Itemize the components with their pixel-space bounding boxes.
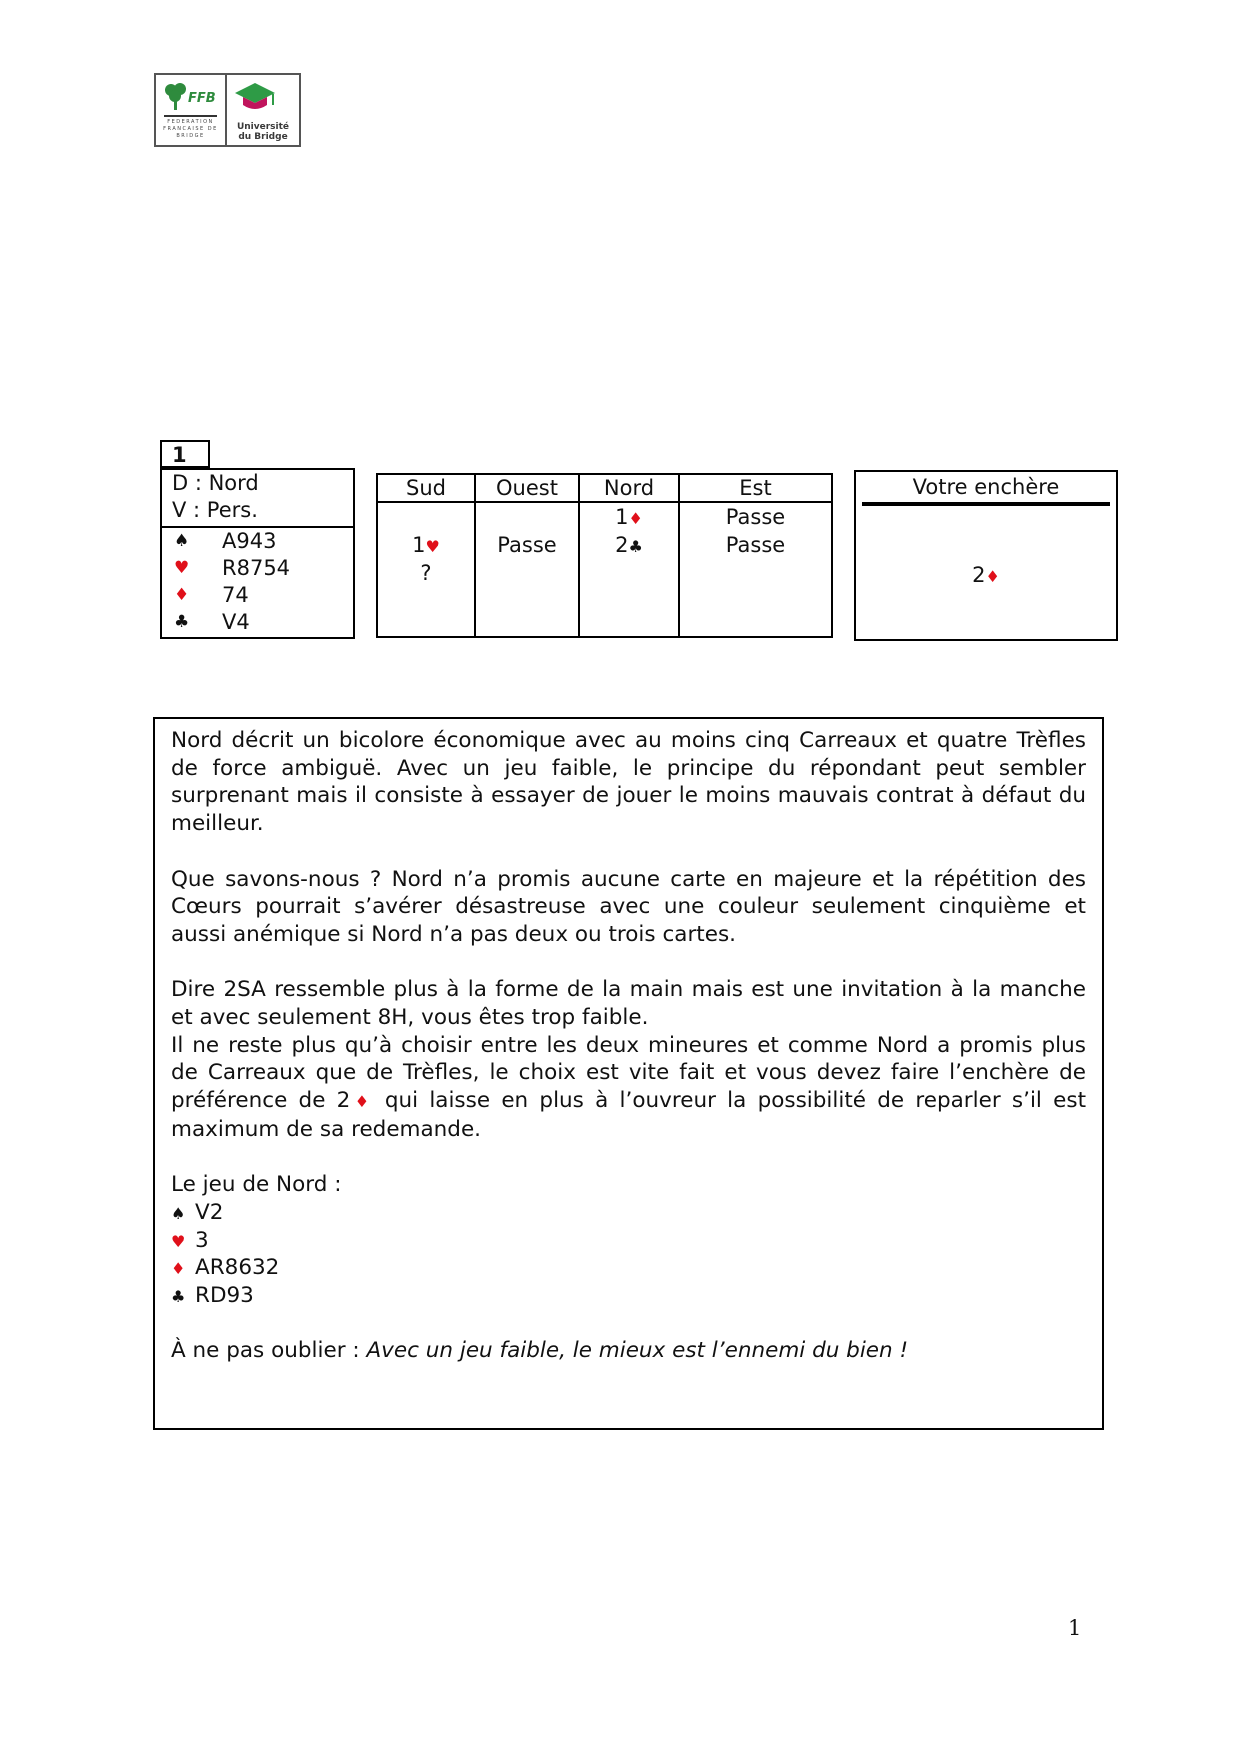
bid-nord [580, 531, 678, 559]
bids-ouest [475, 502, 579, 636]
bid-text: 2 [615, 533, 629, 557]
federation-text: FEDERATION FRANCAISE DE BRIDGE [163, 119, 218, 139]
explanation-para-3: Dire 2SA ressemble plus à la forme de la main mais est une invitation à la manche et avec seulement 8H, vous êtes trop faible. [171, 977, 1086, 1030]
hand-cards: A943 [222, 529, 277, 553]
diamond-icon: ♦ [174, 585, 190, 605]
bid-text: Passe [725, 533, 786, 557]
ffb-logo [154, 73, 301, 147]
universite-text [227, 122, 299, 142]
bid-text: ? [420, 561, 432, 585]
logo-divider [164, 115, 217, 117]
bid-est [680, 503, 831, 531]
universite-line2: du Bridge [238, 132, 288, 142]
answer-divider [862, 502, 1110, 506]
page-number: 1 [1068, 1616, 1082, 1640]
vulnerability-text: V : Pers. [172, 498, 258, 522]
bidding-table [376, 473, 833, 638]
north-hand [171, 1199, 1086, 1310]
header-est: Est [679, 475, 831, 502]
bid-sud [378, 559, 474, 587]
diamond-icon: ♦ [171, 1259, 186, 1279]
north-cards: AR8632 [195, 1255, 280, 1281]
club-icon: ♣ [628, 537, 643, 556]
hand-cards: R8754 [222, 556, 291, 580]
north-hand-row [171, 1199, 1086, 1227]
header-nord: Nord [579, 475, 679, 502]
reminder-label: À ne pas oublier : [171, 1338, 367, 1364]
answer-level: 2 [972, 563, 986, 587]
bid-text: Passe [497, 533, 557, 557]
ffb-logo-left [156, 75, 227, 145]
header-sud: Sud [378, 475, 475, 502]
explanation-box [153, 717, 1104, 1430]
reminder-text: Avec un jeu faible, le mieux est l’ennemi du bien ! [366, 1338, 909, 1364]
bid-text: 1 [615, 505, 629, 529]
bid-sud [378, 531, 474, 559]
north-hand-row [171, 1254, 1086, 1282]
bidding-header-row [378, 475, 831, 502]
heart-icon: ♥ [171, 1231, 186, 1251]
spade-icon: ♠ [174, 531, 190, 551]
answer-box [854, 470, 1118, 641]
diamond-icon: ♦ [985, 567, 1000, 586]
universite-logo [227, 75, 299, 145]
bid-text: Passe [725, 505, 786, 529]
bid-est [680, 531, 831, 559]
explanation-para-2: Que savons-nous ? Nord n’a promis aucune carte en majeure et la répétition des Cœurs pourrait s’avérer désastreuse avec une couleur seulement cinquième et aussi anémique si Nord n’a pas deux ou trois cartes. [171, 866, 1086, 947]
hand-row [162, 555, 353, 582]
diamond-icon: ♦ [628, 509, 643, 528]
south-hand-box [160, 468, 355, 639]
reminder [171, 1337, 1086, 1365]
explanation-para-1: Nord décrit un bicolore économique avec au moins cinq Carreaux et quatre Trèfles de force ambiguë. Avec un jeu faible, le principe du répondant peut sembler surprenant mais il consiste à essayer de jouer le moins mauvais contrat à défaut du meilleur. [171, 728, 1086, 837]
bid-ouest [476, 503, 578, 531]
dealer-text: D : Nord [172, 471, 259, 495]
hand-row [162, 609, 353, 636]
bidding-body-row [378, 502, 831, 636]
north-cards: V2 [195, 1199, 224, 1225]
bid-nord [580, 503, 678, 531]
deal-number: 1 [160, 440, 210, 468]
diamond-icon: ♦ [350, 1092, 374, 1112]
para4-text-after: qui laisse en plus à l’ouvreur la possibilité de reparler s’il est maximum de sa redemande. [171, 1088, 1087, 1142]
graduation-cap-icon [233, 81, 277, 117]
north-cards: 3 [195, 1227, 209, 1253]
header-ouest: Ouest [475, 475, 579, 502]
bids-nord [579, 502, 679, 636]
explanation-para-4 [171, 1032, 1086, 1144]
north-hand-title: Le jeu de Nord : [171, 1172, 342, 1198]
answer-bid [856, 561, 1116, 591]
hand-suits [162, 528, 353, 636]
bid-sud [378, 503, 474, 531]
hand-cards: V4 [222, 610, 250, 634]
bid-text: 1 [412, 533, 426, 557]
hand-row [162, 528, 353, 555]
north-cards: RD93 [195, 1282, 254, 1308]
tree-icon [162, 81, 190, 111]
bidding-grid [378, 475, 831, 636]
ffb-brand: FFB [188, 91, 216, 106]
bids-est [679, 502, 831, 636]
heart-icon: ♥ [174, 558, 190, 578]
heart-icon: ♥ [425, 537, 440, 556]
club-icon: ♣ [171, 1286, 186, 1306]
hand-cards: 74 [222, 583, 249, 607]
universite-line1: Université [236, 122, 290, 132]
north-hand-row [171, 1227, 1086, 1255]
hand-row [162, 582, 353, 609]
spade-icon: ♠ [171, 1203, 186, 1223]
deal-info [162, 470, 353, 528]
north-hand-row [171, 1282, 1086, 1310]
para4-text-before: Il ne reste plus qu’à choisir entre les deux mineures et comme Nord a promis plus de Carreaux que de Trèfles, le choix est vite fait et vous devez faire l’enchère de préférence de 2 [171, 1032, 1086, 1114]
answer-title: Votre enchère [912, 475, 1060, 499]
bid-ouest [476, 531, 578, 559]
club-icon: ♣ [174, 612, 190, 632]
bids-sud [378, 502, 475, 636]
